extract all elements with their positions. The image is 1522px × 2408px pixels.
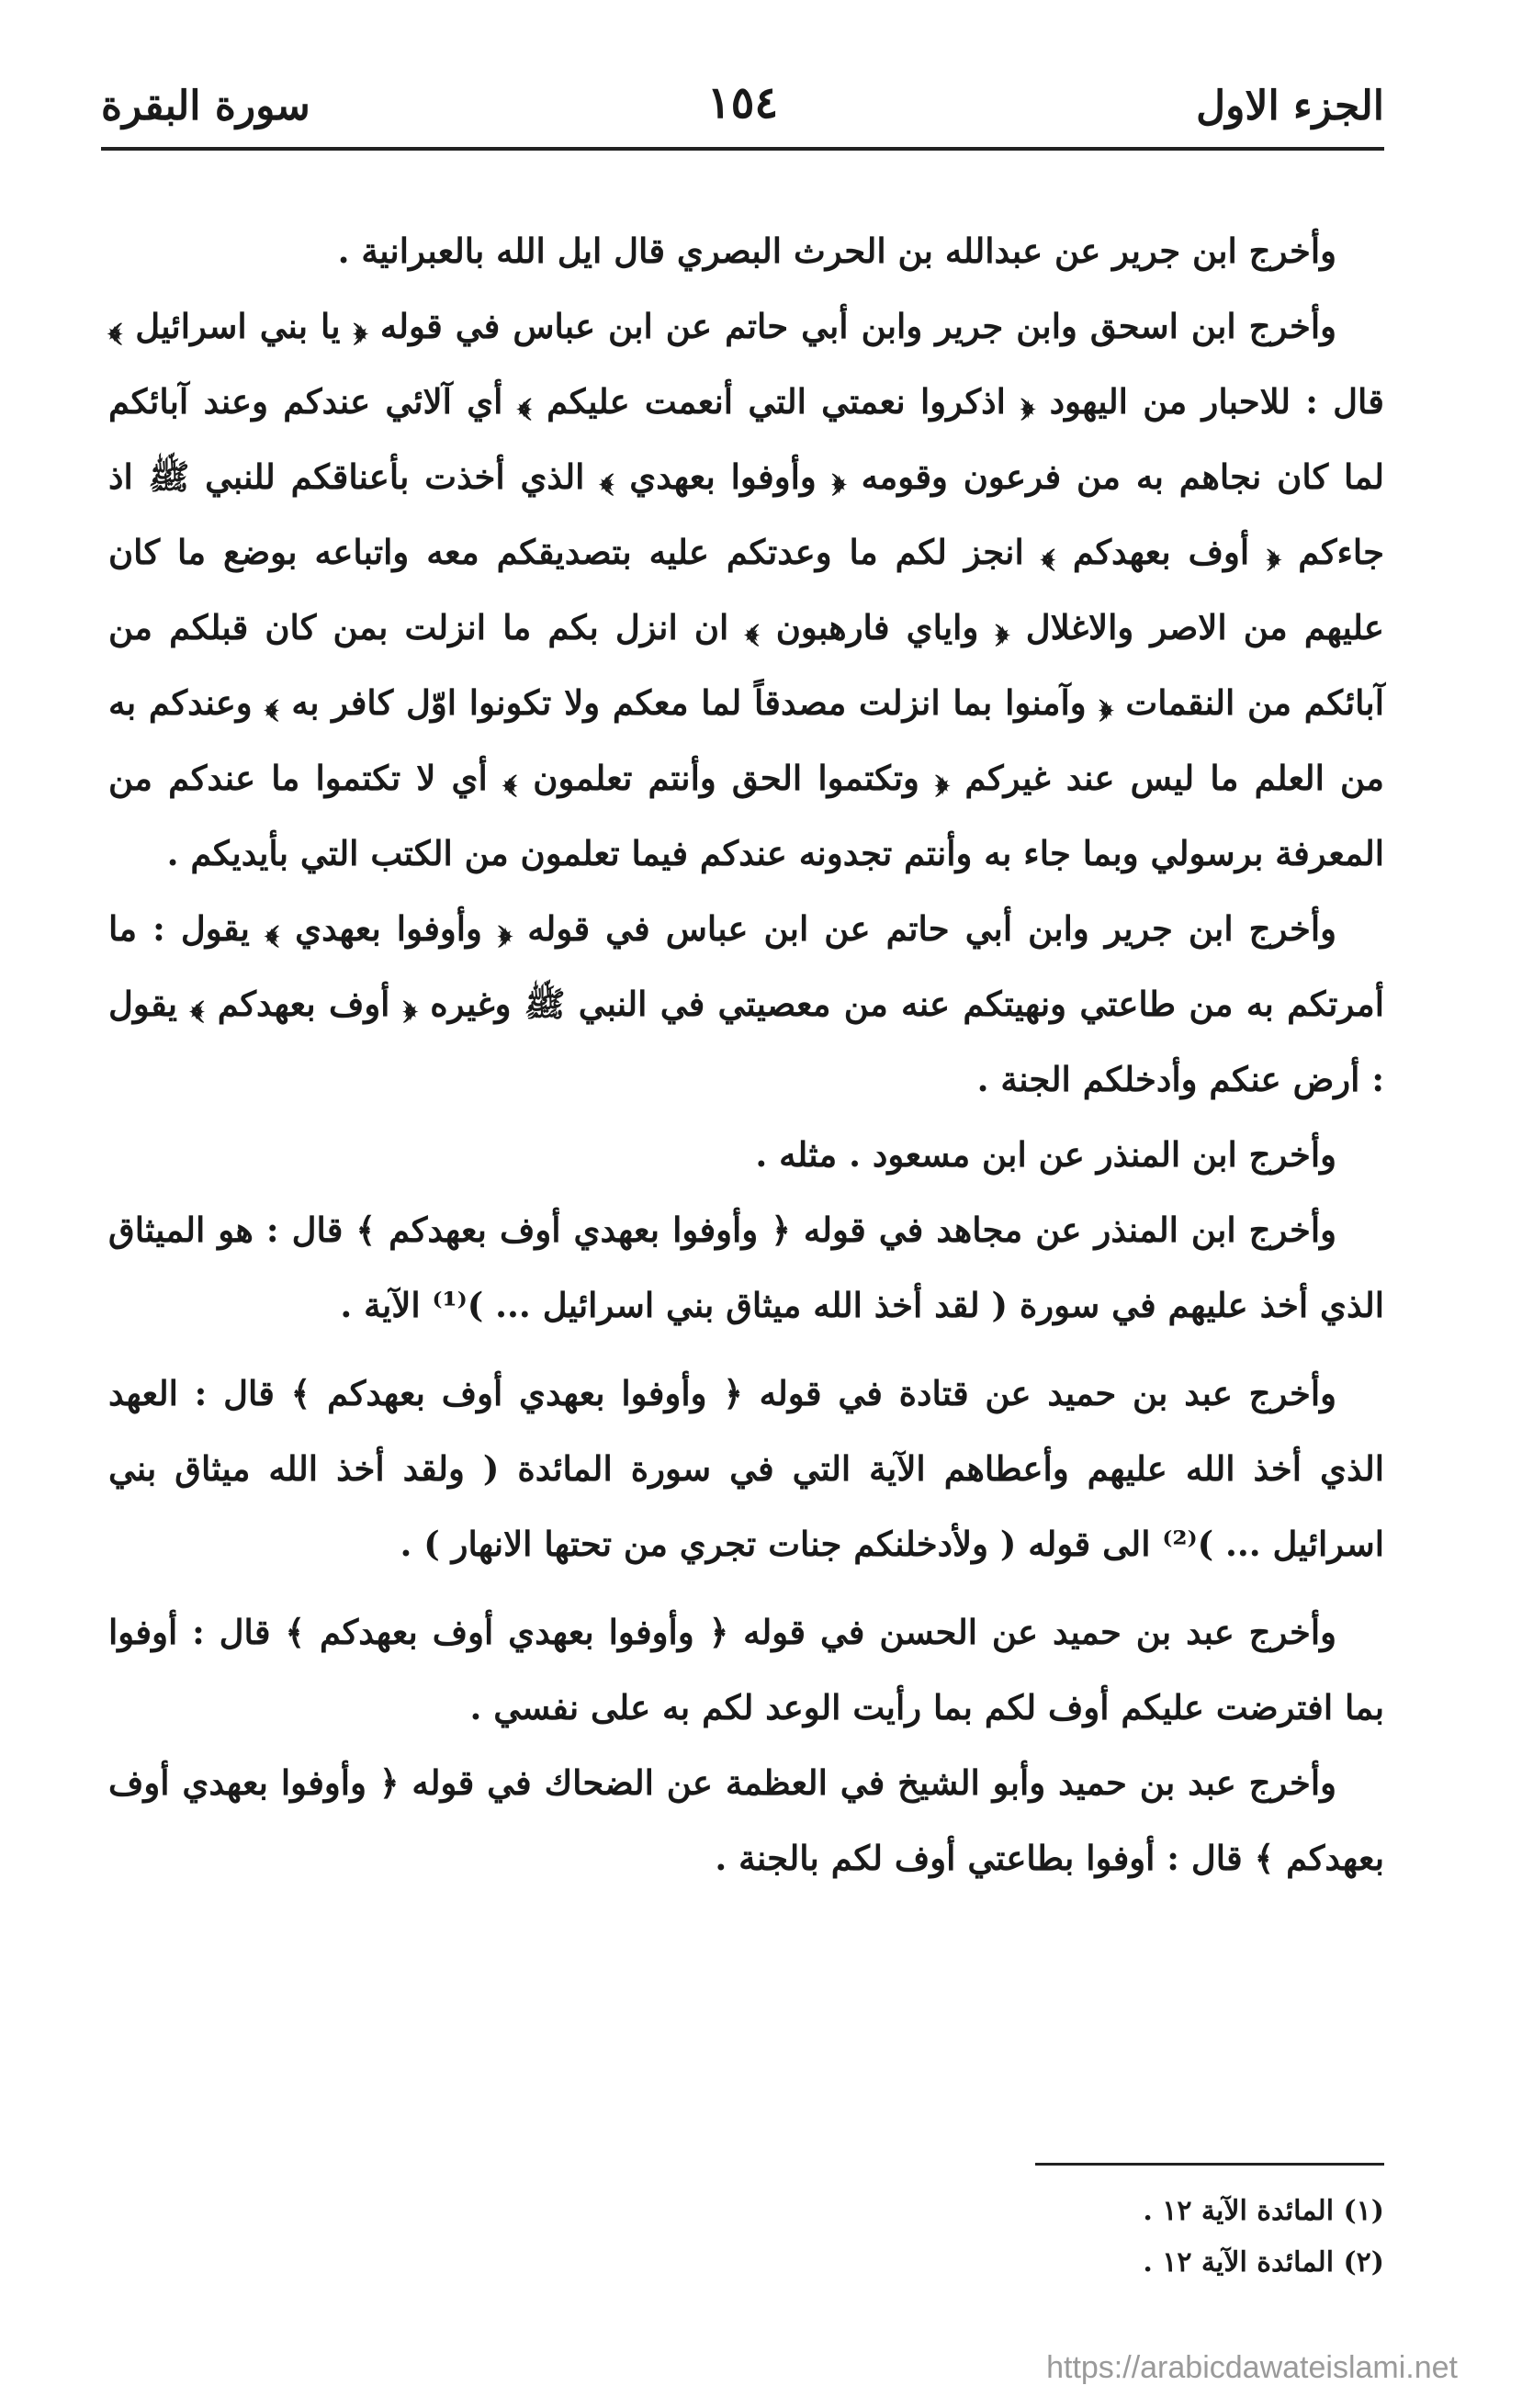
surah-label: سورة البقرة	[101, 83, 310, 129]
paragraph: وأخرج عبد بن حميد وأبو الشيخ في العظمة عن الضحاك في قوله ﴿ وأوفوا بعهدي أوف بعهدكم ﴾ قال : أوفوا بطاعتي أوف لكم بالجنة .	[108, 1762, 1384, 1878]
main-text	[108, 213, 1384, 1896]
footnotes	[643, 2186, 1384, 2289]
part-label: الجزء الاول	[1196, 83, 1384, 129]
paragraph: وأخرج ابن اسحق وابن جرير وابن أبي حاتم عن ابن عباس في قوله ﴿ يا بني اسرائيل ﴾ قال : للاحبار من اليهود ﴿ اذكروا نعمتي التي أنعمت عليكم ﴾ أي آلائي عندكم وعند آبائكم لما كان نجاهم به من فرعون وقومه ﴿ وأوفوا بعهدي ﴾ الذي أخذت بأعناقكم للنبي ﷺ اذ جاءكم ﴿ أوف بعهدكم ﴾ انجز لكم ما وعدتكم عليه بتصديقكم معه واتباعه بوضع ما كان عليهم من الاصر والاغلال ﴿ واياي فارهبون ﴾ ان انزل بكم ما انزلت بمن كان قبلكم من آبائكم من النقمات ﴿ وآمنوا بما انزلت مصدقاً لما معكم ولا تكونوا اوّل كافر به ﴾ وعندكم به من العلم ما ليس عند غيركم ﴿ وتكتموا الحق وأنتم تعلمون ﴾ أي لا تكتموا ما عندكم من المعرفة برسولي وبما جاء به وأنتم تجدونه عندكم فيما تعلمون من الكتب التي بأيديكم .	[108, 306, 1384, 873]
paragraph: وأخرج ابن المنذر عن مجاهد في قوله ﴿ وأوفوا بعهدي أوف بعهدكم ﴾ قال : هو الميثاق الذي أخذ عليهم في سورة ( لقد أخذ الله ميثاق بني اسرائيل ... )⁽¹⁾ الآية .	[108, 1210, 1384, 1325]
footnote: (١) المائدة الآية ١٢ .	[1143, 2195, 1384, 2227]
page-header	[101, 64, 1384, 147]
paragraph: وأخرج عبد بن حميد عن قتادة في قوله ﴿ وأوفوا بعهدي أوف بعهدكم ﴾ قال : العهد الذي أخذ الله عليهم وأعطاهم الآية التي في سورة المائدة ( ولقد أخذ الله ميثاق بني اسرائيل ... )⁽²⁾ الى قوله ( ولأدخلنكم جنات تجري من تحتها الانهار ) .	[108, 1373, 1384, 1564]
paragraph: وأخرج عبد بن حميد عن الحسن في قوله ﴿ وأوفوا بعهدي أوف بعهدكم ﴾ قال : أوفوا بما افترضت عليكم أوف لكم بما رأيت الوعد لكم به على نفسي .	[108, 1612, 1384, 1727]
paragraph: وأخرج ابن جرير وابن أبي حاتم عن ابن عباس في قوله ﴿ وأوفوا بعهدي ﴾ يقول : ما أمرتكم به من طاعتي ونهيتكم عنه من معصيتي في النبي ﷺ وغيره ﴿ أوف بعهدكم ﴾ يقول : أرض عنكم وأدخلكم الجنة .	[108, 908, 1384, 1099]
watermark-url: https://arabicdawateislami.net	[1046, 2350, 1458, 2385]
paragraph: وأخرج ابن المنذر عن ابن مسعود . مثله .	[755, 1134, 1336, 1175]
page-number: ١٥٤	[706, 77, 779, 129]
paragraph: وأخرج ابن جرير عن عبدالله بن الحرث البصري قال ايل الله بالعبرانية .	[337, 231, 1336, 271]
footnote-divider	[1035, 2163, 1384, 2166]
header-divider	[101, 147, 1384, 151]
footnote: (٢) المائدة الآية ١٢ .	[1143, 2246, 1384, 2279]
